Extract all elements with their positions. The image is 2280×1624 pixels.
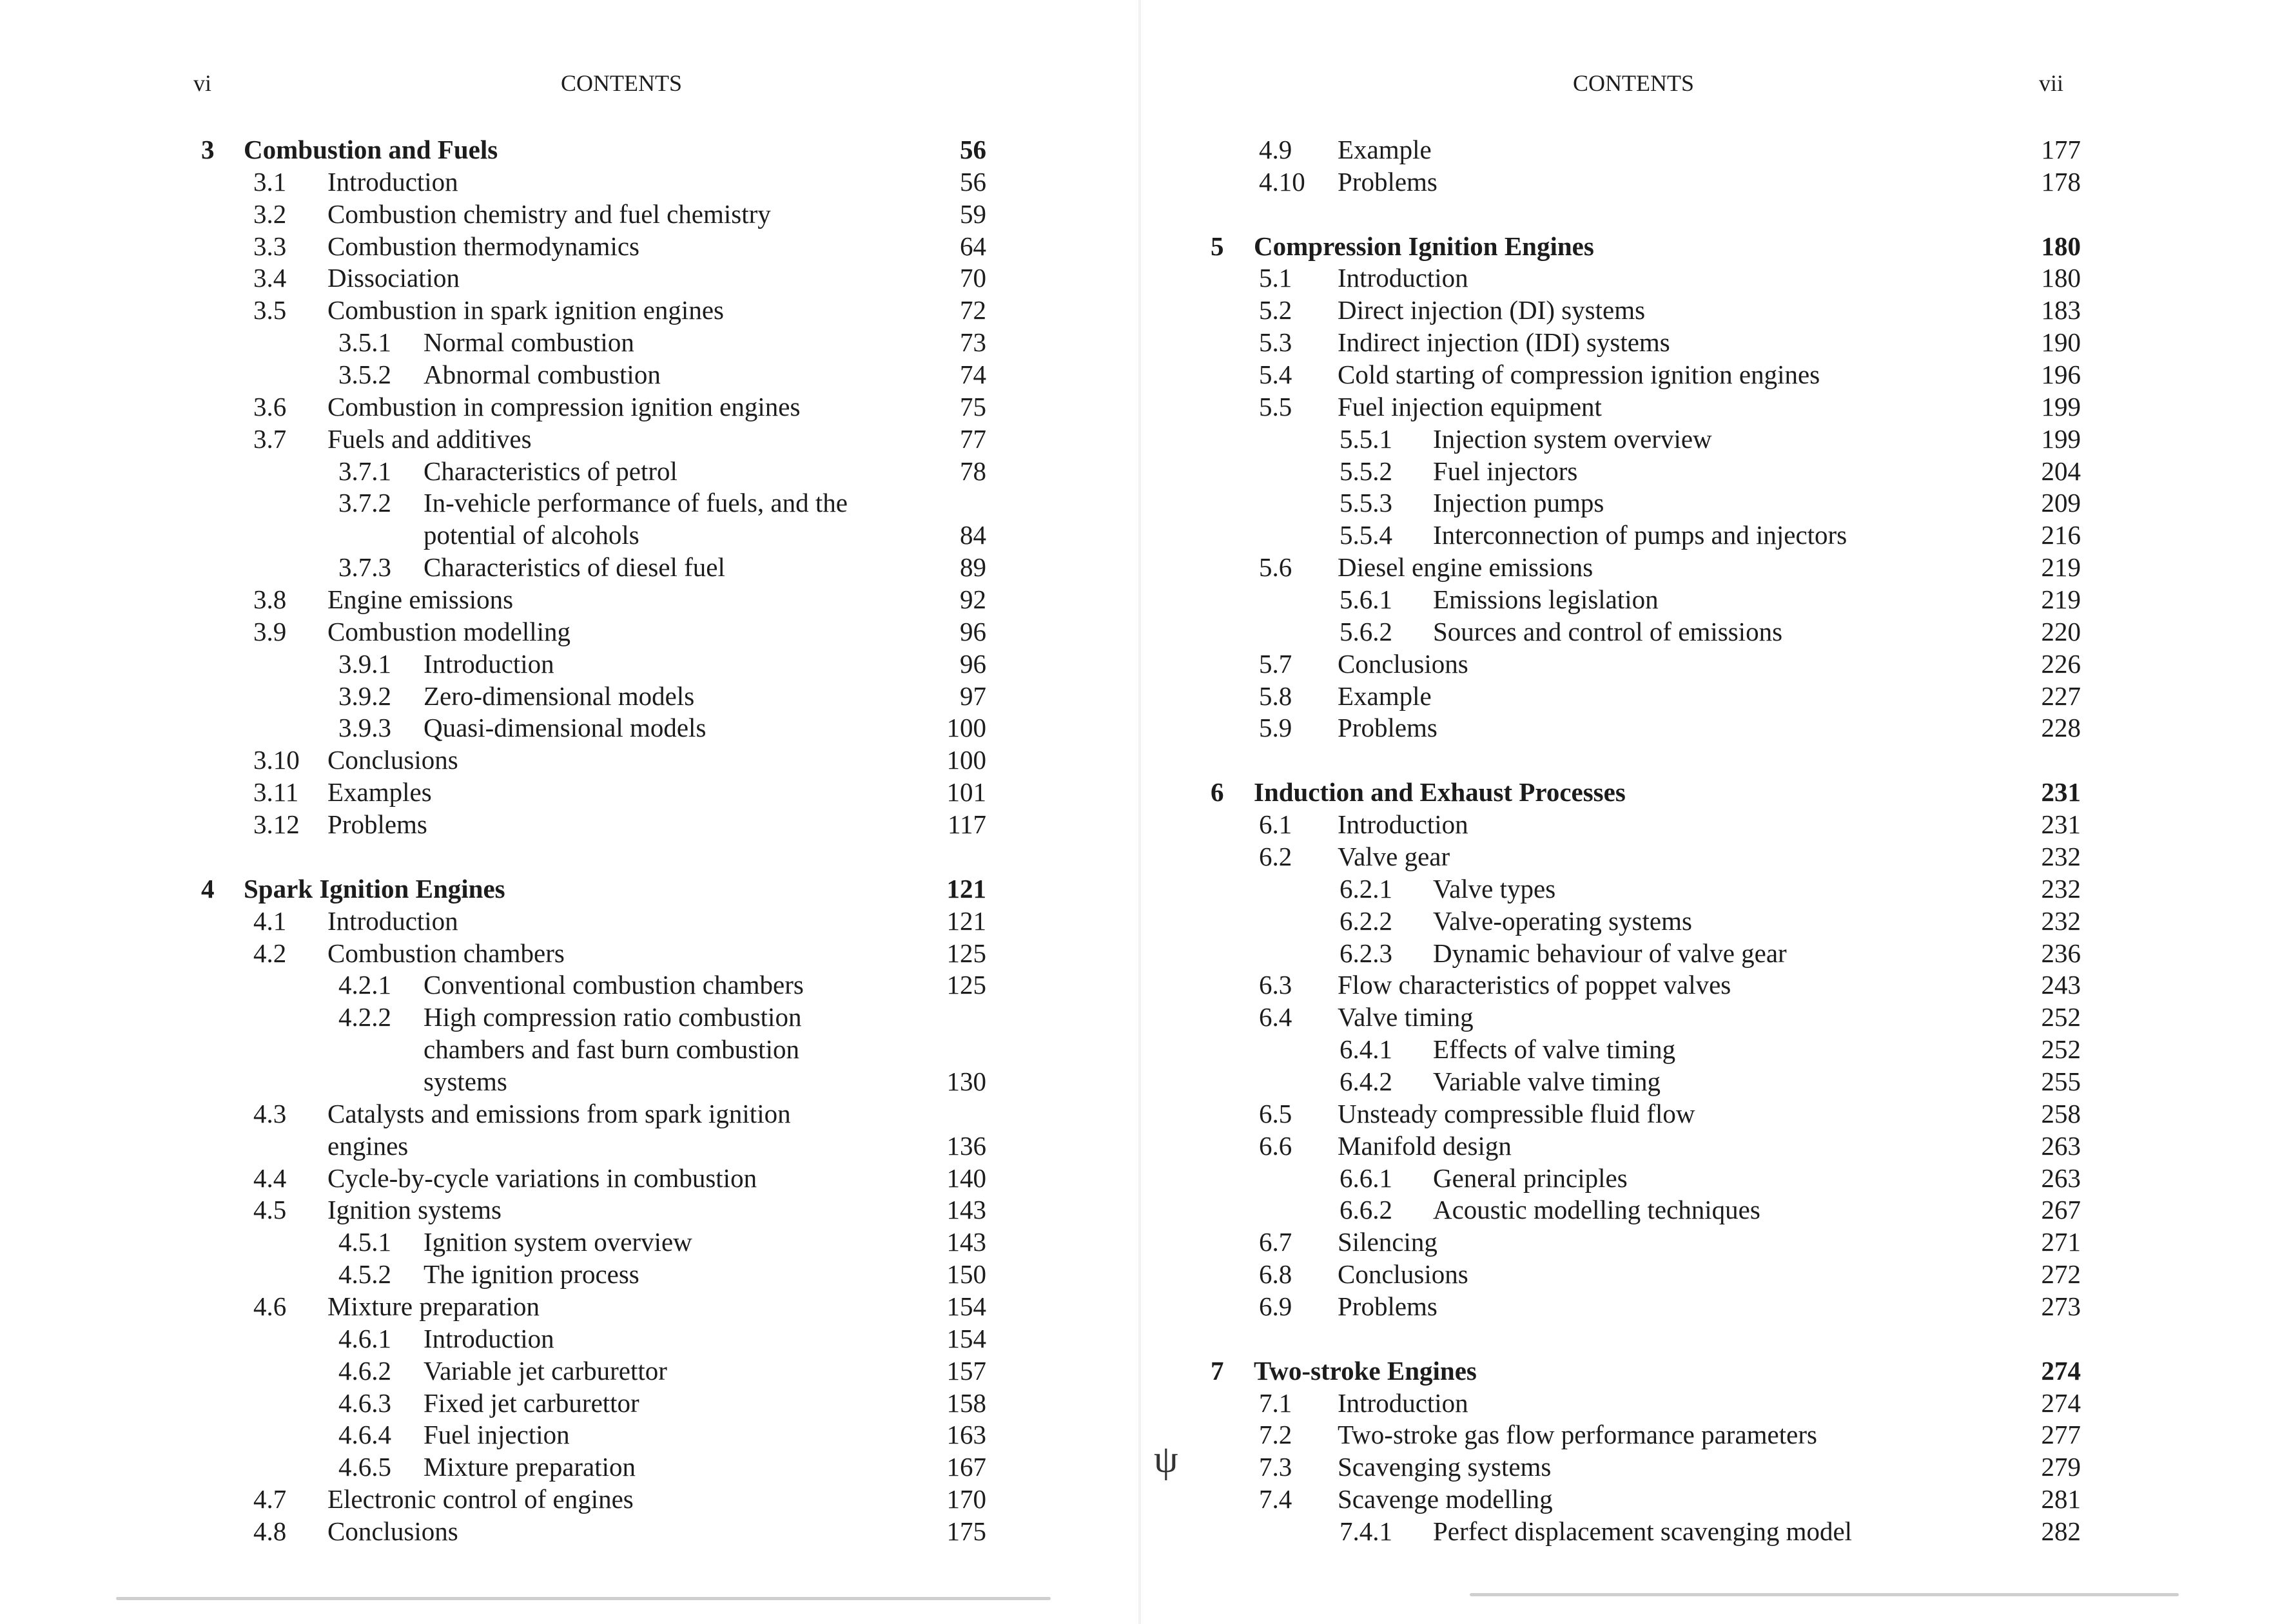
toc-entry-title: Problems (327, 809, 427, 840)
toc-entry-number: 6.6 (1259, 1130, 1292, 1161)
toc-entry-title: Introduction (424, 1323, 554, 1353)
toc-entry-page: 56 (960, 166, 986, 197)
toc-entry-number: 3.3 (253, 231, 287, 261)
toc-entry-title: Indirect injection (IDI) systems (1338, 327, 1670, 358)
toc-entry-number: 5.7 (1259, 648, 1292, 679)
toc-entry-page: 228 (2041, 713, 2081, 743)
toc-entry-number: 6.2.3 (1340, 938, 1392, 968)
toc-entry-title: Introduction (1338, 1387, 1468, 1418)
toc-entry-title: Interconnection of pumps and injectors (1433, 520, 1847, 550)
toc-entry-number: 6.4.1 (1340, 1034, 1392, 1065)
toc-entry-title: Fuel injectors (1433, 456, 1578, 486)
toc-entry-page: 231 (2041, 809, 2081, 840)
toc-entry-number: 6.2 (1259, 841, 1292, 871)
toc-entry-number: 4.2.1 (338, 970, 391, 1000)
pencil-mark: ψ (1154, 1438, 1178, 1480)
toc-entry-page: 77 (960, 423, 986, 454)
toc-entry-title: potential of alcohols (424, 520, 639, 550)
toc-entry-page: 180 (2041, 263, 2081, 293)
toc-entry-title: systems (424, 1066, 507, 1096)
toc-entry-page: 199 (2041, 423, 2081, 454)
toc-entry-number: 3.1 (253, 166, 287, 197)
toc-entry-page: 150 (946, 1259, 986, 1290)
toc-entry-number: 5.6.2 (1340, 616, 1392, 646)
toc-entry-page: 204 (2041, 456, 2081, 486)
toc-entry-number: 3 (201, 135, 215, 164)
toc-entry-title: Mixture preparation (424, 1452, 636, 1482)
toc-entry-page: 196 (2041, 360, 2081, 390)
toc-entry-page: 140 (946, 1163, 986, 1193)
toc-entry-page: 282 (2041, 1516, 2081, 1546)
toc-entry-title: Spark Ignition Engines (244, 873, 505, 904)
toc-entry-page: 130 (946, 1066, 986, 1096)
toc-entry-number: 5.5.1 (1340, 423, 1392, 454)
toc-entry-title: Variable valve timing (1433, 1066, 1661, 1096)
toc-entry-title: In-vehicle performance of fuels, and the (424, 488, 848, 518)
toc-entry-title: Cold starting of compression ignition engines (1338, 360, 1820, 390)
toc-entry-title: Dissociation (327, 263, 460, 293)
toc-entry-number: 5.8 (1259, 681, 1292, 711)
toc-entry-number: 5.4 (1259, 360, 1292, 390)
toc-entry-title: Combustion chemistry and fuel chemistry (327, 198, 771, 229)
toc-entry-title: Introduction (327, 905, 458, 936)
toc-entry-number: 4.7 (253, 1484, 287, 1514)
toc-entry-page: 75 (960, 391, 986, 421)
toc-entry-number: 4.6.3 (338, 1387, 391, 1418)
toc-entry-number: 7.4 (1259, 1484, 1292, 1514)
toc-entry-title: Acoustic modelling techniques (1433, 1195, 1760, 1225)
toc-entry-title: Diesel engine emissions (1338, 552, 1593, 583)
toc-entry-number: 6.8 (1259, 1259, 1292, 1290)
toc-entry-title: Combustion modelling (327, 616, 570, 646)
toc-entry-number: 4.6 (253, 1291, 287, 1321)
toc-entry-number: 5.9 (1259, 713, 1292, 743)
toc-entry-page: 227 (2041, 681, 2081, 711)
toc-entry-number: 4.8 (253, 1516, 287, 1546)
toc-entry-page: 136 (946, 1130, 986, 1161)
toc-entry-number: 4.10 (1259, 166, 1305, 197)
toc-entry-page: 252 (2041, 1002, 2081, 1032)
toc-entry-number: 6.9 (1259, 1291, 1292, 1321)
toc-entry-number: 4.5.2 (338, 1259, 391, 1290)
toc-entry-page: 89 (960, 552, 986, 583)
toc-entry-page: 78 (960, 456, 986, 486)
toc-entry-page: 84 (960, 520, 986, 550)
toc-entry-title: Combustion thermodynamics (327, 231, 639, 261)
toc-entry-page: 125 (946, 970, 986, 1000)
toc-entry-number: 4.6.2 (338, 1355, 391, 1386)
toc-entry-page: 74 (960, 360, 986, 390)
toc-entry-number: 4.2 (253, 938, 287, 968)
toc-entry-number: 3.9.1 (338, 648, 391, 679)
toc-entry-title: engines (327, 1130, 409, 1161)
toc-entry-title: Silencing (1338, 1227, 1437, 1257)
toc-entry-page: 100 (946, 745, 986, 775)
toc-entry-title: Problems (1338, 713, 1437, 743)
toc-entry-page: 232 (2041, 841, 2081, 871)
toc-entry-page: 263 (2041, 1163, 2081, 1193)
toc-entry-page: 216 (2041, 520, 2081, 550)
toc-entry-title: Valve timing (1338, 1002, 1474, 1032)
toc-entry-number: 6.2.1 (1340, 873, 1392, 904)
toc-entry-title: Characteristics of petrol (424, 456, 677, 486)
toc-entry-title: Direct injection (DI) systems (1338, 295, 1646, 325)
toc-entry-number: 4.5.1 (338, 1227, 391, 1257)
toc-entry-number: 4.4 (253, 1163, 287, 1193)
toc-entry-number: 3.7.2 (338, 488, 391, 518)
toc-entry-number: 7.2 (1259, 1420, 1292, 1450)
toc-entry-title: Conventional combustion chambers (424, 970, 804, 1000)
toc-entry-number: 7.1 (1259, 1387, 1292, 1418)
toc-entry-page: 178 (2041, 166, 2081, 197)
toc-entry-page: 157 (946, 1355, 986, 1386)
toc-entry-title: Zero-dimensional models (424, 681, 695, 711)
toc-entry-number: 4 (201, 873, 215, 904)
toc-entry-number: 3.9 (253, 616, 287, 646)
toc-entry-number: 4.9 (1259, 135, 1292, 164)
toc-entry-title: Manifold design (1338, 1130, 1512, 1161)
toc-entry-number: 3.9.2 (338, 681, 391, 711)
toc-entry-page: 100 (946, 713, 986, 743)
toc-entry-title: Perfect displacement scavenging model (1433, 1516, 1853, 1546)
toc-entry-number: 6.5 (1259, 1098, 1292, 1128)
toc-entry-page: 226 (2041, 648, 2081, 679)
toc-entry-page: 143 (946, 1195, 986, 1225)
toc-entry-number: 6.3 (1259, 970, 1292, 1000)
toc-entry-page: 121 (946, 873, 986, 904)
toc-entry-number: 3.12 (253, 809, 300, 840)
toc-entry-number: 3.5.2 (338, 360, 391, 390)
toc-entry-number: 3.5 (253, 295, 287, 325)
toc-entry-title: Effects of valve timing (1433, 1034, 1676, 1065)
toc-entry-title: Induction and Exhaust Processes (1254, 777, 1626, 807)
right-toc-list (1140, 0, 2280, 1624)
toc-entry-number: 3.7.1 (338, 456, 391, 486)
toc-entry-number: 5 (1211, 231, 1224, 261)
toc-entry-page: 255 (2041, 1066, 2081, 1096)
scan-smudge (1470, 1593, 2179, 1596)
toc-entry-page: 209 (2041, 488, 2081, 518)
toc-entry-title: Abnormal combustion (424, 360, 661, 390)
toc-entry-page: 143 (946, 1227, 986, 1257)
toc-entry-page: 274 (2041, 1387, 2081, 1418)
toc-entry-title: Introduction (1338, 263, 1468, 293)
toc-entry-page: 219 (2041, 585, 2081, 615)
toc-entry-number: 3.10 (253, 745, 300, 775)
toc-entry-title: Emissions legislation (1433, 585, 1659, 615)
toc-entry-title: Two-stroke gas flow performance parameters (1338, 1420, 1817, 1450)
toc-entry-title: Catalysts and emissions from spark ignition (327, 1098, 791, 1128)
toc-entry-number: 5.6 (1259, 552, 1292, 583)
toc-entry-title: Examples (327, 777, 432, 807)
toc-entry-title: Example (1338, 135, 1432, 164)
toc-entry-page: 175 (946, 1516, 986, 1546)
toc-entry-number: 3.5.1 (338, 327, 391, 358)
toc-entry-page: 96 (960, 648, 986, 679)
toc-entry-number: 4.2.2 (338, 1002, 391, 1032)
toc-entry-title: Combustion in spark ignition engines (327, 295, 724, 325)
toc-entry-number: 5.5.2 (1340, 456, 1392, 486)
toc-entry-title: Introduction (424, 648, 554, 679)
toc-entry-number: 5.6.1 (1340, 585, 1392, 615)
toc-entry-number: 6.7 (1259, 1227, 1292, 1257)
toc-entry-number: 5.5.3 (1340, 488, 1392, 518)
toc-entry-page: 117 (948, 809, 986, 840)
toc-entry-number: 3.4 (253, 263, 287, 293)
toc-entry-page: 232 (2041, 873, 2081, 904)
toc-entry-number: 3.9.3 (338, 713, 391, 743)
toc-entry-page: 125 (946, 938, 986, 968)
toc-entry-page: 252 (2041, 1034, 2081, 1065)
right-folio: vii (2039, 70, 2064, 96)
right-running-head: CONTENTS (1573, 70, 1694, 96)
toc-entry-number: 6.4 (1259, 1002, 1292, 1032)
toc-entry-number: 7.4.1 (1340, 1516, 1392, 1546)
toc-entry-title: Quasi-dimensional models (424, 713, 706, 743)
toc-entry-number: 5.1 (1259, 263, 1292, 293)
toc-entry-title: Ignition systems (327, 1195, 502, 1225)
toc-entry-title: Fuel injection equipment (1338, 391, 1602, 421)
toc-entry-title: Dynamic behaviour of valve gear (1433, 938, 1787, 968)
toc-entry-title: Valve types (1433, 873, 1556, 904)
toc-entry-title: Combustion in compression ignition engines (327, 391, 801, 421)
toc-entry-page: 232 (2041, 905, 2081, 936)
toc-entry-title: Combustion and Fuels (244, 135, 498, 164)
toc-entry-title: Conclusions (327, 745, 458, 775)
toc-entry-number: 3.7.3 (338, 552, 391, 583)
toc-entry-title: Ignition system overview (424, 1227, 692, 1257)
toc-entry-title: Sources and control of emissions (1433, 616, 1783, 646)
toc-entry-page: 101 (946, 777, 986, 807)
toc-entry-page: 158 (946, 1387, 986, 1418)
toc-entry-title: chambers and fast burn combustion (424, 1034, 799, 1065)
toc-entry-title: Scavenge modelling (1338, 1484, 1553, 1514)
toc-entry-page: 180 (2041, 231, 2081, 261)
toc-entry-title: Combustion chambers (327, 938, 565, 968)
toc-entry-number: 3.11 (253, 777, 299, 807)
toc-entry-page: 167 (946, 1452, 986, 1482)
toc-entry-page: 272 (2041, 1259, 2081, 1290)
toc-entry-page: 271 (2041, 1227, 2081, 1257)
toc-entry-page: 279 (2041, 1452, 2081, 1482)
toc-entry-page: 183 (2041, 295, 2081, 325)
toc-entry-title: Scavenging systems (1338, 1452, 1552, 1482)
toc-entry-title: Mixture preparation (327, 1291, 540, 1321)
toc-entry-page: 190 (2041, 327, 2081, 358)
toc-entry-page: 199 (2041, 391, 2081, 421)
toc-entry-title: Fuels and additives (327, 423, 532, 454)
toc-entry-page: 121 (946, 905, 986, 936)
toc-entry-page: 274 (2041, 1355, 2081, 1386)
toc-entry-title: Characteristics of diesel fuel (424, 552, 725, 583)
toc-entry-title: Valve-operating systems (1433, 905, 1692, 936)
toc-entry-number: 7.3 (1259, 1452, 1292, 1482)
toc-entry-page: 64 (960, 231, 986, 261)
toc-entry-number: 3.2 (253, 198, 287, 229)
toc-entry-number: 4.1 (253, 905, 287, 936)
toc-entry-page: 154 (946, 1323, 986, 1353)
toc-entry-page: 281 (2041, 1484, 2081, 1514)
toc-entry-number: 4.5 (253, 1195, 287, 1225)
toc-entry-number: 3.8 (253, 585, 287, 615)
toc-entry-title: Introduction (1338, 809, 1468, 840)
toc-entry-page: 97 (960, 681, 986, 711)
toc-entry-page: 258 (2041, 1098, 2081, 1128)
toc-entry-page: 92 (960, 585, 986, 615)
toc-entry-page: 96 (960, 616, 986, 646)
toc-entry-title: Two-stroke Engines (1254, 1355, 1477, 1386)
right-page (1140, 0, 2280, 1624)
toc-entry-page: 59 (960, 198, 986, 229)
toc-entry-page: 70 (960, 263, 986, 293)
toc-entry-title: Introduction (327, 166, 458, 197)
toc-entry-title: Example (1338, 681, 1432, 711)
toc-entry-number: 7 (1211, 1355, 1224, 1386)
toc-entry-number: 4.6.1 (338, 1323, 391, 1353)
toc-entry-title: Injection system overview (1433, 423, 1712, 454)
toc-entry-number: 6 (1211, 777, 1224, 807)
toc-entry-page: 72 (960, 295, 986, 325)
toc-entry-number: 6.2.2 (1340, 905, 1392, 936)
toc-entry-number: 5.3 (1259, 327, 1292, 358)
toc-entry-page: 236 (2041, 938, 2081, 968)
toc-entry-page: 231 (2041, 777, 2081, 807)
toc-entry-page: 56 (960, 135, 986, 164)
toc-entry-number: 5.5.4 (1340, 520, 1392, 550)
toc-entry-title: Fuel injection (424, 1420, 570, 1450)
toc-entry-page: 154 (946, 1291, 986, 1321)
toc-entry-number: 6.6.2 (1340, 1195, 1392, 1225)
toc-entry-number: 4.3 (253, 1098, 287, 1128)
toc-entry-page: 277 (2041, 1420, 2081, 1450)
toc-entry-title: Normal combustion (424, 327, 634, 358)
toc-entry-title: Unsteady compressible fluid flow (1338, 1098, 1695, 1128)
toc-entry-page: 163 (946, 1420, 986, 1450)
toc-entry-title: Flow characteristics of poppet valves (1338, 970, 1731, 1000)
toc-entry-title: Problems (1338, 1291, 1437, 1321)
toc-entry-number: 6.6.1 (1340, 1163, 1392, 1193)
toc-entry-title: Conclusions (1338, 1259, 1468, 1290)
toc-entry-page: 273 (2041, 1291, 2081, 1321)
toc-entry-title: Cycle-by-cycle variations in combustion (327, 1163, 757, 1193)
toc-entry-number: 4.6.4 (338, 1420, 391, 1450)
toc-entry-page: 263 (2041, 1130, 2081, 1161)
toc-entry-title: Conclusions (327, 1516, 458, 1546)
toc-entry-page: 73 (960, 327, 986, 358)
toc-entry-number: 4.6.5 (338, 1452, 391, 1482)
toc-entry-number: 5.2 (1259, 295, 1292, 325)
toc-entry-page: 267 (2041, 1195, 2081, 1225)
toc-entry-number: 3.6 (253, 391, 287, 421)
toc-entry-title: Injection pumps (1433, 488, 1604, 518)
toc-entry-title: The ignition process (424, 1259, 639, 1290)
toc-entry-number: 3.7 (253, 423, 287, 454)
toc-entry-number: 6.1 (1259, 809, 1292, 840)
toc-entry-number: 6.4.2 (1340, 1066, 1392, 1096)
toc-entry-page: 170 (946, 1484, 986, 1514)
toc-entry-title: Electronic control of engines (327, 1484, 634, 1514)
scan-smudge (116, 1597, 1051, 1600)
left-folio: vi (193, 70, 212, 96)
toc-entry-title: Conclusions (1338, 648, 1468, 679)
toc-entry-title: Fixed jet carburettor (424, 1387, 639, 1418)
toc-entry-title: Engine emissions (327, 585, 514, 615)
toc-entry-title: General principles (1433, 1163, 1628, 1193)
toc-entry-page: 177 (2041, 135, 2081, 164)
toc-entry-title: Compression Ignition Engines (1254, 231, 1594, 261)
toc-entry-page: 243 (2041, 970, 2081, 1000)
toc-entry-page: 220 (2041, 616, 2081, 646)
left-running-head: CONTENTS (561, 70, 682, 96)
toc-entry-title: Variable jet carburettor (424, 1355, 667, 1386)
toc-entry-number: 5.5 (1259, 391, 1292, 421)
toc-entry-title: Valve gear (1338, 841, 1450, 871)
toc-entry-title: Problems (1338, 166, 1437, 197)
toc-entry-page: 219 (2041, 552, 2081, 583)
toc-entry-title: High compression ratio combustion (424, 1002, 802, 1032)
